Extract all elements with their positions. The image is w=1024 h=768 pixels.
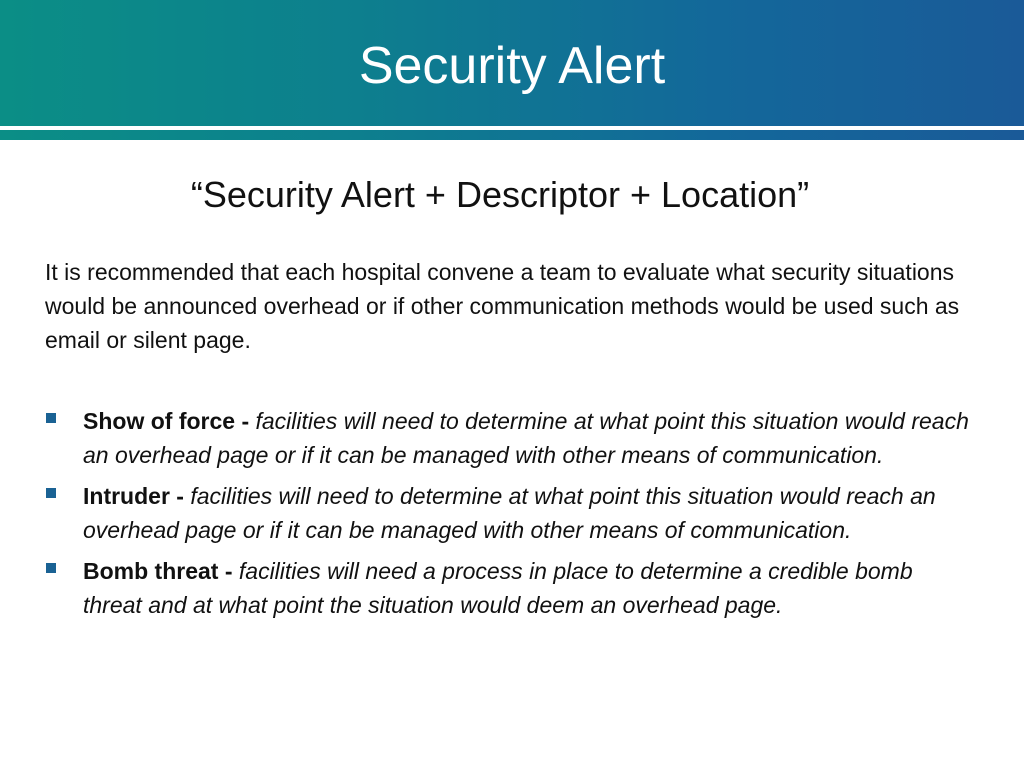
bullet-item-bomb-threat bbox=[45, 554, 975, 622]
bullet-item-show-of-force bbox=[45, 404, 975, 472]
bullet-description: facilities will need a process in place to determine a credible bomb threat and at what point the situation would deem an overhead page. bbox=[83, 558, 913, 618]
bullet-term: Show of force - bbox=[83, 408, 256, 434]
bullet-description: facilities will need to determine at what point this situation would reach an overhead page or if it can be managed with other means of communication. bbox=[83, 408, 969, 468]
bullet-term: Bomb threat - bbox=[83, 558, 239, 584]
square-bullet-icon bbox=[46, 413, 56, 423]
bullet-term: Intruder - bbox=[83, 483, 191, 509]
slide-subtitle: “Security Alert + Descriptor + Location” bbox=[190, 174, 810, 215]
slide-title: Security Alert bbox=[358, 37, 666, 95]
square-bullet-icon bbox=[46, 563, 56, 573]
intro-paragraph: It is recommended that each hospital convene a team to evaluate what security situations would be announced overhead or if other communication methods would be used such as email or silent page. bbox=[45, 259, 960, 353]
bullet-description: facilities will need to determine at what point this situation would reach an overhead page or if it can be managed with other means of communication. bbox=[83, 483, 936, 543]
bullet-item-intruder bbox=[45, 479, 975, 547]
square-bullet-icon bbox=[46, 488, 56, 498]
bullet-list bbox=[45, 404, 975, 629]
banner-accent-bar bbox=[0, 130, 1024, 140]
